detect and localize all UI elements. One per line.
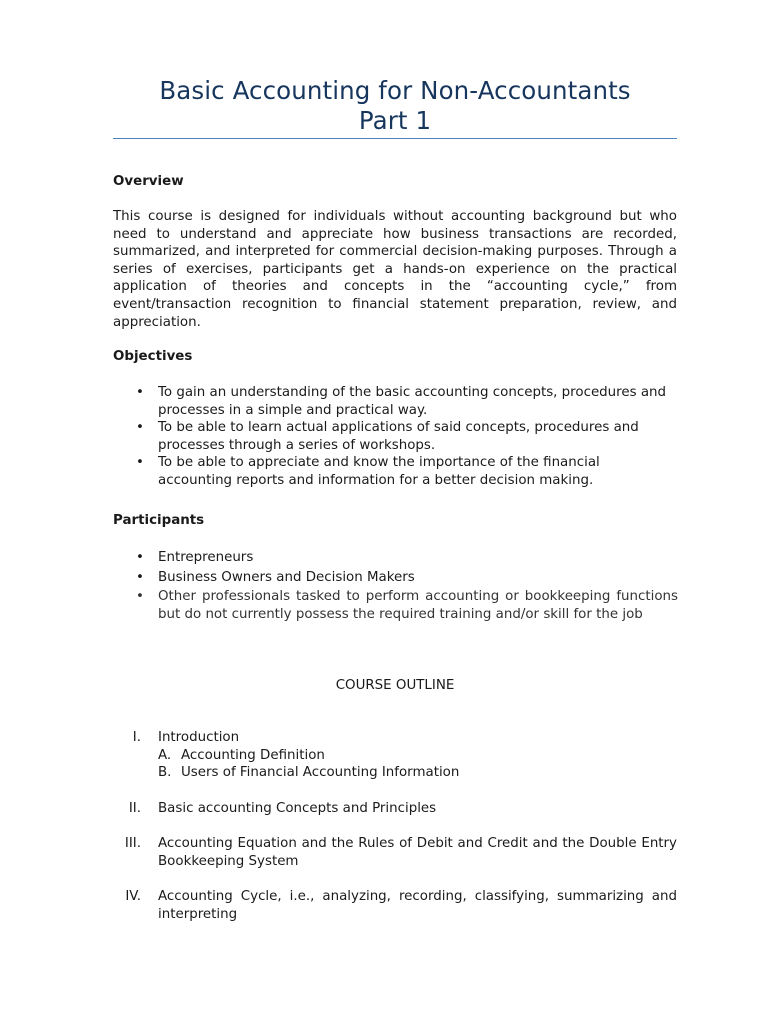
overview-paragraph: This course is designed for individuals without accounting background but who need to understand and appreciate how business transactions are recorded, summarized, and interpreted for commercial decision-making purposes. Through a series of exercises, participants get a hands-on experience on the practical application of theories and concepts in the “accounting cycle,” from event/transaction recognition to financial statement preparation, review, and appreciation.	[113, 209, 677, 330]
title-line-1: Basic Accounting for Non-Accountants	[159, 76, 631, 105]
course-outline-heading: COURSE OUTLINE	[335, 678, 455, 693]
outline-sub-letter: B.	[158, 765, 172, 781]
objective-item: • To be able to appreciate and know the importance of the financial accounting reports and information for a better decision making.	[158, 454, 678, 489]
title-underline	[113, 138, 677, 139]
outline-number: IV.	[125, 889, 141, 904]
participant-item: • Other professionals tasked to perform accounting or bookkeeping functions but do not currently possess the required training and/or skill for the job	[158, 588, 678, 623]
objectives-heading: Objectives	[113, 349, 193, 364]
participant-item: • Business Owners and Decision Makers	[158, 569, 678, 587]
outline-sub-letter: A.	[158, 747, 172, 763]
outline-sub-text: Accounting Definition	[181, 747, 325, 763]
outline-text: Accounting Cycle, i.e., analyzing, recording, classifying, summarizing and interpreting	[158, 889, 677, 922]
outline-number: III.	[124, 836, 141, 851]
objective-item: • To gain an understanding of the basic accounting concepts, procedures and processes in a simple and practical way.	[158, 384, 678, 419]
outline-subitem	[158, 747, 677, 765]
overview-heading: Overview	[113, 174, 184, 189]
outline-text: Accounting Equation and the Rules of Debit and Credit and the Double Entry Bookkeeping System	[158, 836, 677, 869]
outline-text: Basic accounting Concepts and Principles	[158, 801, 437, 816]
outline-number: I.	[132, 730, 141, 745]
outline-text: Introduction	[158, 730, 240, 745]
objectives-list	[158, 384, 678, 490]
participant-item: • Entrepreneurs	[158, 549, 678, 567]
participants-heading: Participants	[113, 513, 205, 528]
title-line-2: Part 1	[358, 106, 432, 135]
outline-subitem	[158, 764, 677, 782]
outline-sub-text: Users of Financial Accounting Information	[181, 765, 460, 781]
objective-item: • To be able to learn actual applications of said concepts, procedures and processes through a series of workshops.	[158, 419, 678, 454]
outline-number: II.	[128, 801, 141, 816]
document-title	[113, 76, 677, 136]
participants-list	[158, 549, 678, 623]
